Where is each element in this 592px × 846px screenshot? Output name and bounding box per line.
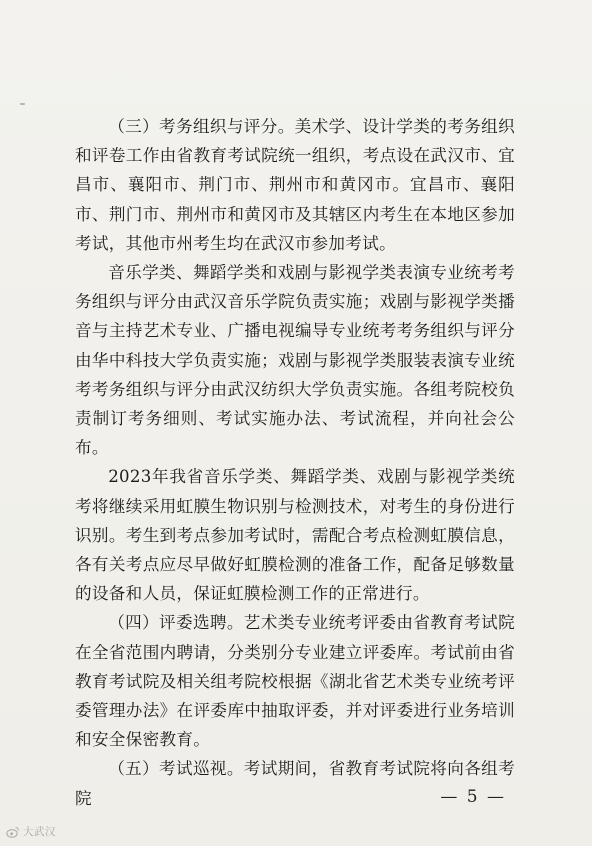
paragraph-exam-inspection: （五）考试巡视。考试期间，省教育考试院将向各组考院 xyxy=(75,759,515,808)
paragraph-judge-selection: （四）评委选聘。艺术类专业统考评委由省教育考试院在全省范围内聘请，分类别分专业建立评委库。考试前由省教育考试院及相关组考院校根据《湖北省艺术类专业统考评委管理办法》在评委库中抽取评委，并对评委进行业务培训和安全保密教育。 xyxy=(75,613,515,750)
weibo-logo-icon xyxy=(6,825,20,839)
scan-speck xyxy=(20,103,25,105)
paragraph-iris-detection: 2023年我省音乐学类、舞蹈学类、戏剧与影视学类统考将继续采用虹膜生物识别与检测技术，对考生的身份进行识别。考生到考点参加考试时，需配合考点检测虹膜信息，各有关考点应尽早做好虹膜检测的准备工作，配备足够数量的设备和人员，保证虹膜检测工作的正常进行。 xyxy=(75,467,515,604)
watermark xyxy=(6,824,56,839)
page-number: — 5 — xyxy=(440,787,506,807)
watermark-text: 大武汉 xyxy=(23,826,56,838)
paragraph-music-dance-drama: 音乐学类、舞蹈学类和戏剧与影视学类表演专业统考考务组织与评分由武汉音乐学院负责实施；戏剧与影视学类播音与主持艺术专业、广播电视编导专业统考考务组织与评分由华中科技大学负责实施；戏剧与影视学类服装表演专业统考考务组织与评分由武汉纺织大学负责实施。各组考院校负责制订考务细则、考试实施办法、考试流程，并向社会公布。 xyxy=(75,263,515,458)
document-body xyxy=(75,112,515,813)
paragraph-exam-organization: （三）考务组织与评分。美术学、设计学类的考务组织和评卷工作由省教育考试院统一组织，考点设在武汉市、宜昌市、襄阳市、荆门市、荆州市和黄冈市。宜昌市、襄阳市、荆门市、荆州市和黄冈市及其辖区内考生在本地区参加考试，其他市州考生均在武汉市参加考试。 xyxy=(75,117,515,253)
